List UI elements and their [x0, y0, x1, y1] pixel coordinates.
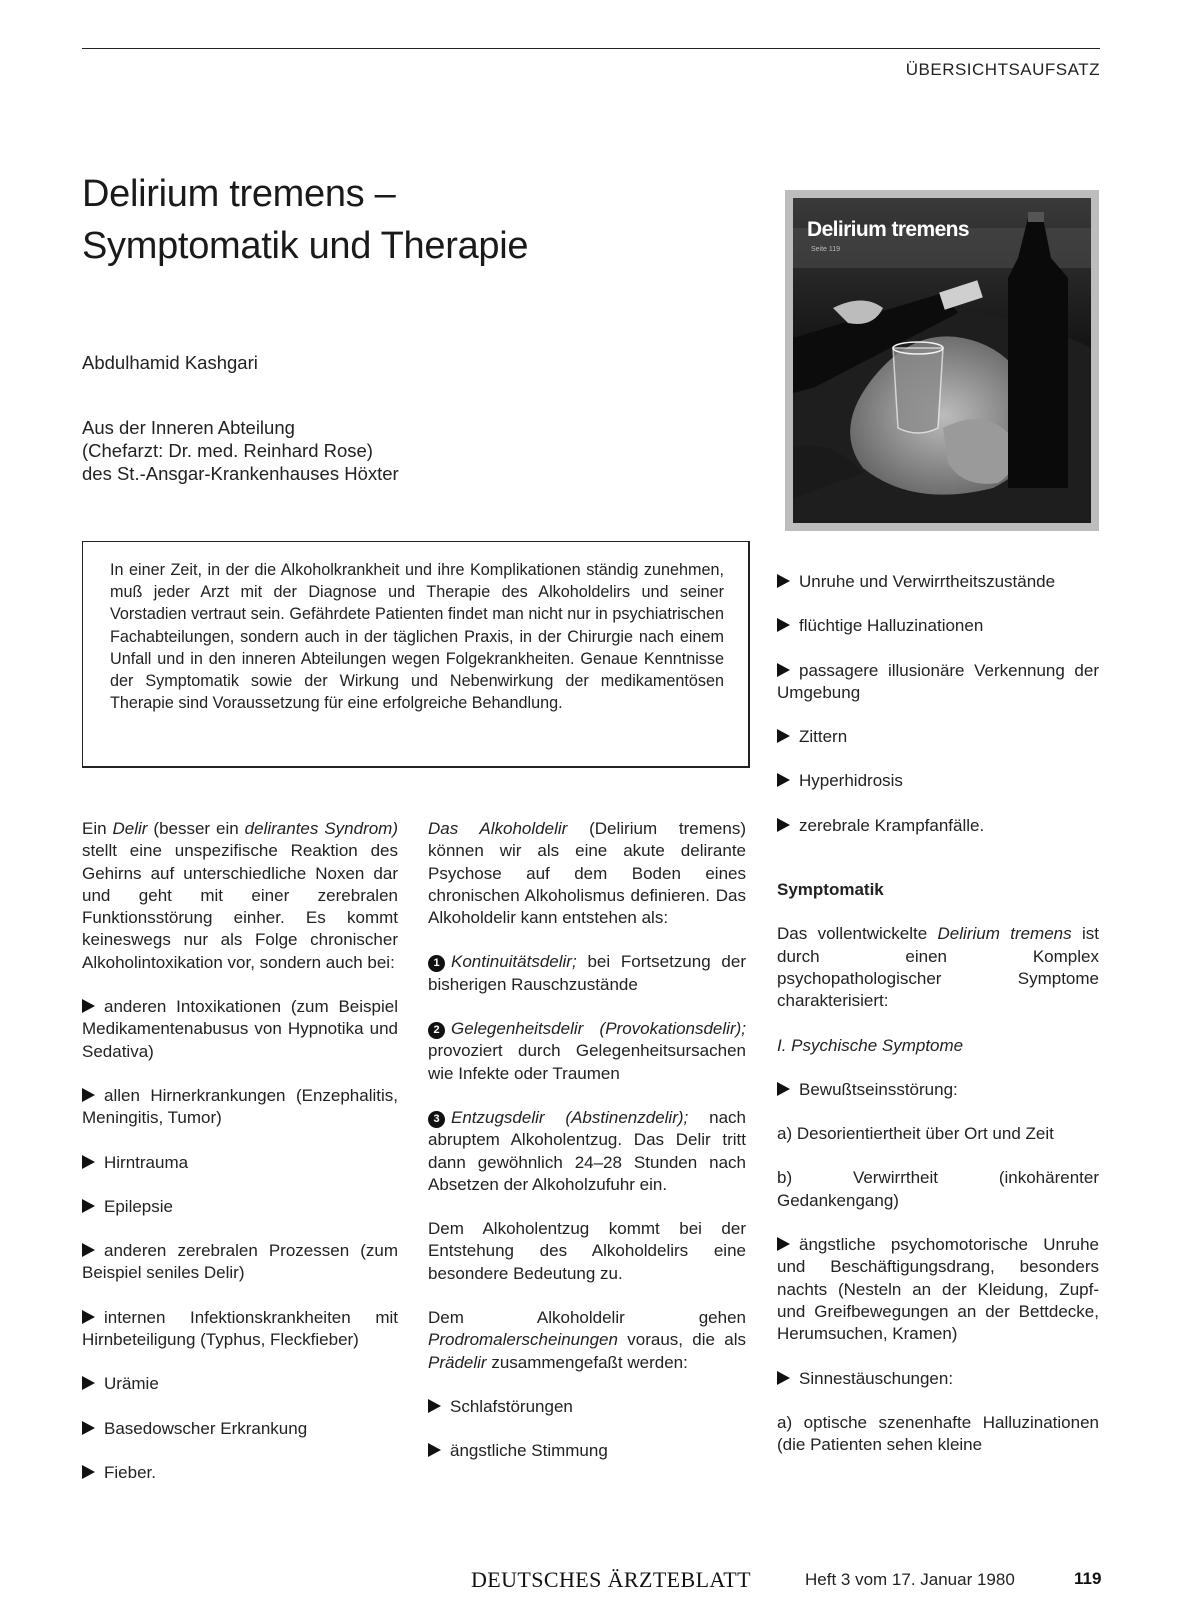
list-item: flüchtige Halluzinationen [777, 615, 1099, 637]
list-item: internen Infektionskrankheiten mit Hirnbeteiligung (Typhus, Fleckfieber) [82, 1307, 398, 1350]
column-1 [82, 818, 398, 1506]
affiliation-line: (Chefarzt: Dr. med. Reinhard Rose) [82, 440, 373, 461]
withdrawal-paragraph: Dem Alkoholentzug kommt bei der Entstehung des Alkoholdelirs eine besondere Bedeutung zu. [428, 1219, 746, 1283]
sub-item: a) Desorientiertheit über Ort und Zeit [777, 1124, 1054, 1144]
triangle-bullet-icon [777, 574, 790, 588]
triangle-bullet-icon [777, 663, 790, 677]
list-item: zerebrale Krampfanfälle. [777, 815, 1099, 837]
author-name: Abdulhamid Kashgari [82, 352, 258, 373]
title-line-1: Delirium tremens – [82, 173, 396, 215]
triangle-bullet-icon [82, 1243, 95, 1257]
list-item: Hyperhidrosis [777, 770, 1099, 792]
triangle-bullet-icon [777, 729, 790, 743]
column-2 [428, 818, 746, 1485]
triangle-bullet-icon [777, 1371, 790, 1385]
triangle-bullet-icon [82, 1155, 95, 1169]
number-3-icon: 3 [428, 1111, 445, 1128]
triangle-bullet-icon [777, 1237, 790, 1251]
definition-paragraph: Das Alkoholdelir (Delirium tremens) können wir als eine akute delirante Psychose auf dem Boden eines chronischen Alkoholismus definieren. Das Alkoholdelir kann entstehen als: [428, 819, 746, 928]
prodromal-paragraph: Dem Alkoholdelir gehen Prodromalerscheinungen voraus, die als Prädelir zusammengefaßt werden: [428, 1308, 746, 1372]
triangle-bullet-icon [82, 1421, 95, 1435]
list-item: Hirntrauma [82, 1152, 398, 1174]
column-3 [777, 571, 1099, 1478]
title-line-2: Symptomatik und Therapie [82, 225, 529, 267]
list-item: anderen zerebralen Prozessen (zum Beispiel seniles Delir) [82, 1241, 398, 1283]
cover-image [785, 190, 1099, 531]
delir-type-item: 2 Gelegenheitsdelir (Provokationsdelir); provoziert durch Gelegenheitsursachen wie Infekte oder Traumen [428, 1019, 746, 1083]
article-title [82, 168, 528, 272]
list-item: anderen Intoxikationen (zum Beispiel Medikamentenabusus von Hypnotika und Sedativa) [82, 997, 398, 1061]
list-item: passagere illusionäre Verkennung der Umgebung [777, 660, 1099, 702]
affiliation-line: des St.-Ansgar-Krankenhauses Höxter [82, 463, 399, 484]
triangle-bullet-icon [777, 618, 790, 632]
triangle-bullet-icon [777, 1082, 790, 1096]
list-item: allen Hirnerkrankungen (Enzephalitis, Meningitis, Tumor) [82, 1085, 398, 1128]
list-item: Schlafstörungen [428, 1396, 746, 1418]
list-item: Bewußtseinsstörung: [777, 1079, 1099, 1101]
intro-paragraph: Ein Delir (besser ein delirantes Syndrom) stellt eine unspezifische Reaktion des Gehirns auf unterschiedliche Noxen dar und geht mit einer zerebralen Funktionsstörung einher. Es kommt keineswegs nur als Folge chronischer Alkoholintoxikation vor, sondern auch bei: [82, 819, 399, 972]
triangle-bullet-icon [82, 1465, 95, 1479]
triangle-bullet-icon [428, 1399, 441, 1413]
number-1-icon: 1 [428, 955, 445, 972]
triangle-bullet-icon [82, 1199, 95, 1213]
triangle-bullet-icon [777, 818, 790, 832]
triangle-bullet-icon [82, 999, 95, 1013]
abstract-text: In einer Zeit, in der die Alkoholkrankheit und ihre Komplikationen ständig zunehmen, muß jeder Arzt mit der Diagnose und Therapie des Alkoholdelirs und seiner Vorstadien vertraut sein. Gefährdete Patienten findet man nicht nur in psychiatrischen Fachabteilungen, sondern auch in der täglichen Praxis, in der Chirurgie nach einem Unfall und in den inneren Abteilungen wegen Folgekrankheiten. Genaue Kenntnisse der Symptomatik sowie der Wirkung und Nebenwirkung der medikamentösen Therapie sind Voraussetzung für eine erfolgreiche Behandlung. [110, 561, 724, 713]
symptom-paragraph: Das vollentwickelte Delirium tremens ist durch einen Komplex psychopathologischer Symptome charakterisiert: [777, 924, 1099, 1011]
list-item: Basedowscher Erkrankung [82, 1418, 398, 1440]
affiliation-line: Aus der Inneren Abteilung [82, 417, 295, 438]
section-heading: Symptomatik [777, 880, 884, 900]
triangle-bullet-icon [82, 1088, 95, 1102]
cover-photo [793, 198, 1091, 523]
list-item: Urämie [82, 1373, 398, 1395]
affiliation [82, 416, 399, 485]
triangle-bullet-icon [82, 1376, 95, 1390]
list-item: Epilepsie [82, 1196, 398, 1218]
number-2-icon: 2 [428, 1022, 445, 1039]
list-item: Fieber. [82, 1462, 398, 1484]
sub-item: b) Verwirrtheit (inkohärenter Gedankengang) [777, 1168, 1099, 1210]
list-item: ängstliche Stimmung [428, 1440, 746, 1462]
header-rule [82, 48, 1100, 49]
delir-type-item: 1 Kontinuitätsdelir; bei Fortsetzung der bisherigen Rauschzustände [428, 952, 746, 994]
section-label: ÜBERSICHTSAUFSATZ [905, 60, 1100, 79]
cover-title: Delirium tremens [807, 218, 969, 241]
triangle-bullet-icon [428, 1443, 441, 1457]
list-item: Unruhe und Verwirrtheitszustände [777, 571, 1099, 593]
list-item: ängstliche psychomotorische Unruhe und Beschäftigungsdrang, besonders nachts (Nesteln an der Kleidung, Zupf- und Greifbewegungen an der Bettdecke, Herumsuchen, Kramen) [777, 1235, 1099, 1344]
sub-item: a) optische szenenhafte Halluzinationen (die Patienten sehen kleine [777, 1412, 1099, 1455]
footer-journal: DEUTSCHES ÄRZTEBLATT [471, 1567, 751, 1592]
triangle-bullet-icon [82, 1310, 95, 1324]
list-item: Sinnestäuschungen: [777, 1368, 1099, 1390]
footer-issue: Heft 3 vom 17. Januar 1980 [805, 1570, 1015, 1589]
page-number: 119 [1074, 1569, 1102, 1588]
triangle-bullet-icon [777, 773, 790, 787]
list-item: Zittern [777, 726, 1099, 748]
delir-type-item: 3 Entzugsdelir (Abstinenzdelir); nach abruptem Alkoholentzug. Das Delir tritt dann gewöhnlich 24–28 Stunden nach Absetzen der Alkoholzufuhr ein. [428, 1107, 746, 1194]
subsection-heading: I. Psychische Symptome [777, 1035, 964, 1055]
cover-page-ref: Seite 119 [811, 246, 841, 253]
